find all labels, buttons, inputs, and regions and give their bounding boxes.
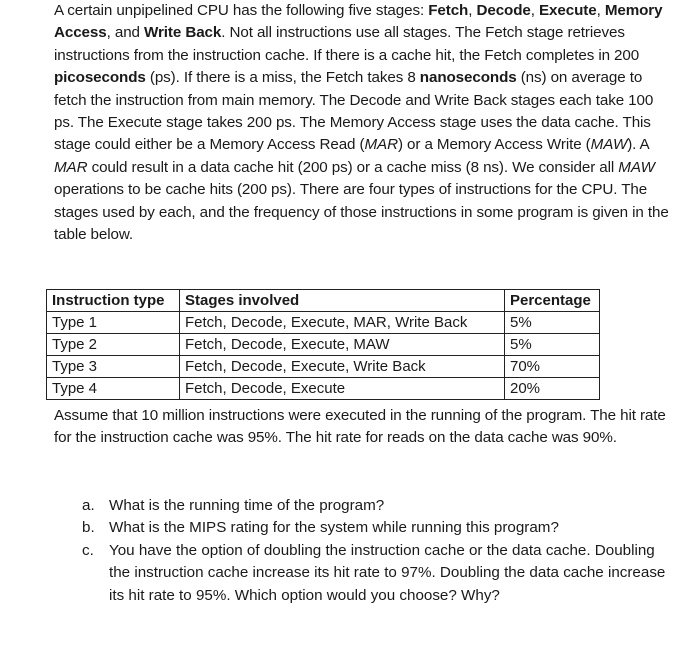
intro-text: operations to be cache hits (200 ps). There are four types of instructions for the CPU. The stages used by each, and the frequency of those instructions in some program is given in the table below. — [54, 181, 669, 244]
question-marker: b. — [82, 519, 95, 537]
term-mar: MAR — [364, 136, 398, 154]
cell-percentage: 70% — [505, 356, 600, 378]
stage-write-back: Write Back — [144, 24, 222, 42]
question-text: What is the running time of the program? — [109, 497, 385, 514]
question-item — [82, 540, 672, 607]
question-text: You have the option of doubling the instruction cache or the data cache. Doubling the instruction cache increase its hit rate to 97%. Doubling the data cache increase its hit rate to 95%. Which option would you choose? Why? — [109, 541, 666, 604]
intro-text: (ps). If there is a miss, the Fetch takes 8 — [145, 69, 420, 87]
table-row — [47, 356, 600, 378]
cell-percentage: 5% — [505, 334, 600, 356]
stage-execute: Execute — [539, 2, 597, 19]
assumption-paragraph: Assume that 10 million instructions were executed in the running of the program. The hit rate for the instruction cache was 95%. The hit rate for reads on the data cache was 90%. — [54, 407, 666, 447]
stage-decode: Decode — [476, 2, 531, 19]
term-maw: MAW — [618, 158, 655, 176]
stage-fetch: Fetch — [428, 2, 469, 19]
header-percentage: Percentage — [505, 290, 600, 312]
table-row — [47, 378, 600, 400]
cell-stages: Fetch, Decode, Execute, Write Back — [180, 356, 505, 378]
cell-stages: Fetch, Decode, Execute, MAR, Write Back — [180, 312, 505, 334]
term-maw: MAW — [590, 136, 628, 154]
intro-text: (ns) on average to fetch the instruction from main memory. The Decode and Write Back stages each take 100 ps. The Execute stage takes 200 ps. The Memory Access stage uses the data cache. This stage could either be a Memory Access Read ( — [54, 69, 654, 154]
stage-memory-access: Memory Access — [54, 2, 663, 42]
cell-stages: Fetch, Decode, Execute, MAW — [180, 334, 505, 356]
table-row — [47, 334, 600, 356]
question-marker: c. — [82, 541, 94, 559]
intro-paragraph — [54, 0, 674, 246]
unit-picoseconds: picoseconds — [54, 69, 146, 87]
cell-percentage: 5% — [505, 312, 600, 334]
intro-text: ) or a Memory Access Write ( — [397, 136, 591, 154]
cell-type: Type 2 — [47, 334, 180, 356]
term-mar: MAR — [54, 158, 88, 176]
cell-stages: Fetch, Decode, Execute — [180, 378, 505, 400]
intro-text: , — [596, 2, 605, 19]
question-marker: a. — [82, 497, 95, 514]
question-list — [82, 495, 672, 607]
intro-text: ). A — [627, 136, 649, 154]
instruction-table — [46, 289, 600, 400]
cell-type: Type 1 — [47, 312, 180, 334]
intro-text: . Not all instructions use all stages. The Fetch stage retrieves instructions from the instruction cache. If there is a cache hit, the Fetch completes in 200 — [54, 24, 640, 64]
table-row — [47, 312, 600, 334]
question-text: What is the MIPS rating for the system while running this program? — [109, 519, 559, 537]
header-stages-involved: Stages involved — [180, 290, 505, 312]
intro-text: , and — [106, 24, 145, 42]
cell-percentage: 20% — [505, 378, 600, 400]
intro-text: , — [468, 2, 477, 19]
cell-type: Type 3 — [47, 356, 180, 378]
question-item — [82, 495, 672, 517]
header-instruction-type: Instruction type — [47, 290, 180, 312]
intro-text: , — [530, 2, 539, 19]
table-header-row — [47, 290, 600, 312]
question-item — [82, 517, 672, 539]
intro-text: could result in a data cache hit (200 ps) or a cache miss (8 ns). We consider all — [87, 158, 619, 176]
intro-text: A certain unpipelined CPU has the following five stages: — [54, 2, 429, 19]
cell-type: Type 4 — [47, 378, 180, 400]
unit-nanoseconds: nanoseconds — [419, 69, 517, 87]
